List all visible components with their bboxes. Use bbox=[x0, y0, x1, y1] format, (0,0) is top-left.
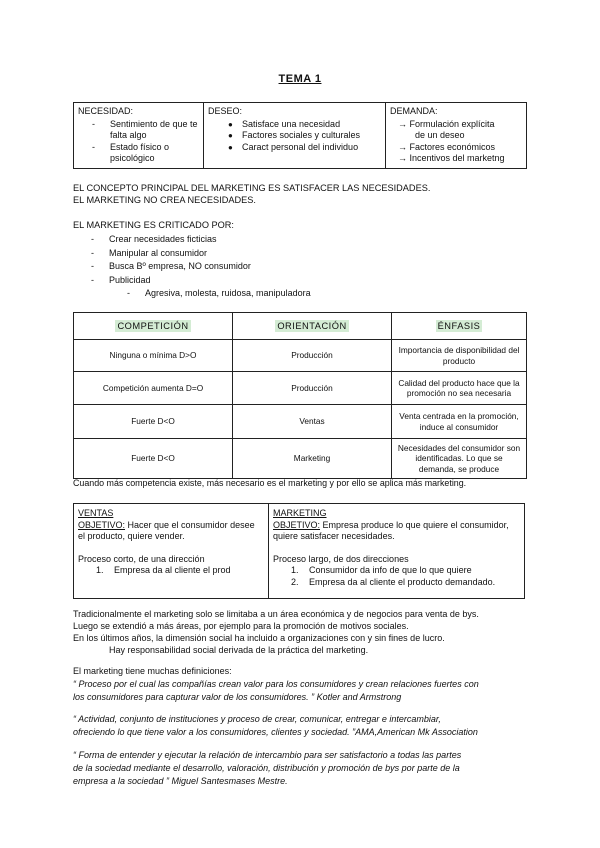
table-cell: Producción bbox=[233, 340, 392, 372]
column-header: COMPETICIÓN bbox=[74, 313, 233, 340]
criticism-item: Crear necesidades ficticias bbox=[109, 234, 217, 244]
criticism-dash: - bbox=[91, 234, 94, 244]
concept-line-2: EL MARKETING NO CREA NECESIDADES. bbox=[73, 195, 256, 205]
deseo-item: ● Satisface una necesidad bbox=[228, 118, 341, 129]
table-cell: Ventas bbox=[233, 405, 392, 439]
paragraph-line-1: Tradicionalmente el marketing solo se limitaba a un área económica y de negocios para venta de bys. bbox=[73, 609, 479, 619]
table-row bbox=[74, 405, 527, 439]
definitions-heading: El marketing tiene muchas definiciones: bbox=[73, 666, 232, 676]
criticism-heading: EL MARKETING ES CRITICADO POR: bbox=[73, 220, 234, 230]
ventas-cell bbox=[74, 504, 269, 599]
criticism-dash: - bbox=[91, 275, 94, 285]
table-cell: Producción bbox=[233, 372, 392, 405]
demanda-item: → Incentivos del marketng bbox=[398, 153, 505, 163]
column-header: ÉNFASIS bbox=[392, 313, 527, 340]
ventas-marketing-table bbox=[73, 503, 525, 599]
necesidad-item: - Estado físico o psicológico bbox=[92, 141, 170, 163]
necesidad-cell bbox=[74, 103, 204, 169]
table-cell: Marketing bbox=[233, 439, 392, 479]
demanda-label: DEMANDA: bbox=[390, 106, 438, 116]
marketing-proceso: Proceso largo, de dos direcciones bbox=[273, 553, 409, 564]
ventas-step: 1. Empresa da al cliente el prod bbox=[96, 565, 231, 575]
marketing-objetivo: OBJETIVO: Empresa produce lo que quiere el consumidor, quiere satisfacer necesidades. bbox=[273, 519, 509, 541]
table-cell: Importancia de disponibilidad del producto bbox=[392, 340, 527, 372]
table-row bbox=[74, 372, 527, 405]
necesidad-label: NECESIDAD: bbox=[78, 106, 134, 116]
definition-santesmases: “ Forma de entender y ejecutar la relación de intercambio para ser satisfactorio a todas las partes de la sociedad mediante el desarrollo, valoración, distribución y promoción de bys por parte de la empresa a la sociedad ” Miguel Santesmases Mestre. bbox=[73, 750, 462, 786]
criticism-subitem: Agresiva, molesta, ruidosa, manipuladora bbox=[145, 288, 311, 298]
table-row bbox=[74, 340, 527, 372]
ventas-objetivo: OBJETIVO: Hacer que el consumidor desee el producto, quiere vender. bbox=[78, 519, 255, 541]
marketing-step: 1. Consumidor da info de que lo que quiere bbox=[291, 565, 472, 575]
table-cell: Calidad del producto hace que la promoción no sea necesaria bbox=[392, 372, 527, 405]
definition-kotler: “ Proceso por el cual las compañías crean valor para los consumidores y crean relaciones fuertes con los consumidores para capturar valor de los consumidores. ” Kotler and Armstrong bbox=[73, 679, 479, 702]
marketing-cell bbox=[269, 504, 525, 599]
concept-line-1: EL CONCEPTO PRINCIPAL DEL MARKETING ES SATISFACER LAS NECESIDADES. bbox=[73, 183, 431, 193]
marketing-step: 2. Empresa da al cliente el producto demandado. bbox=[291, 576, 496, 587]
table-cell: Fuerte D<O bbox=[74, 439, 233, 479]
table-cell: Ninguna o mínima D>O bbox=[74, 340, 233, 372]
paragraph-line-4: Hay responsabilidad social derivada de la práctica del marketing. bbox=[109, 645, 369, 655]
competition-table bbox=[73, 312, 527, 479]
demanda-item: → Formulación explícita bbox=[398, 118, 495, 129]
ventas-proceso: Proceso corto, de una dirección bbox=[78, 553, 205, 564]
definition-ama: “ Actividad, conjunto de instituciones y proceso de crear, comunicar, entregar e intercambiar, ofreciendo lo que tiene valor a los consumidores, clientes y sociedad. ”AMA,American Mk Association bbox=[73, 714, 478, 737]
deseo-label: DESEO: bbox=[208, 106, 243, 116]
table-cell: Fuerte D<O bbox=[74, 405, 233, 439]
necesidad-item: - Sentimiento de que te falta algo bbox=[92, 118, 198, 140]
table-cell: Necesidades del consumidor son identificadas. Lo que se demanda, se produce bbox=[392, 439, 527, 479]
criticism-dash: - bbox=[91, 248, 94, 258]
demanda-item: de un deseo bbox=[415, 130, 465, 140]
page-title: TEMA 1 bbox=[278, 73, 322, 85]
deseo-cell bbox=[204, 103, 386, 169]
table-cell: Venta centrada en la promoción, induce al consumidor bbox=[392, 405, 527, 439]
paragraph-line-3: En los últimos años, la dimensión social ha incluido a organizaciones con y sin fines de lucro. bbox=[73, 633, 445, 643]
table-cell: Competición aumenta D=O bbox=[74, 372, 233, 405]
needs-desire-demand-table bbox=[73, 102, 527, 169]
table-row bbox=[74, 439, 527, 479]
paragraph-line-2: Luego se extendió a más áreas, por ejemplo para la promoción de motivos sociales. bbox=[73, 621, 409, 631]
marketing-title: MARKETING bbox=[273, 508, 327, 518]
criticism-dash: - bbox=[91, 261, 94, 271]
deseo-item: ● Factores sociales y culturales bbox=[228, 130, 361, 140]
demanda-cell bbox=[386, 103, 527, 169]
demanda-item: → Factores económicos bbox=[398, 141, 496, 152]
column-header: ORIENTACIÓN bbox=[233, 313, 392, 340]
criticism-item: Publicidad bbox=[109, 275, 151, 285]
criticism-item: Manipular al consumidor bbox=[109, 248, 208, 258]
table-footnote: Cuando más competencia existe, más necesario es el marketing y por ello se aplica más marketing. bbox=[73, 478, 467, 488]
criticism-dash: - bbox=[127, 288, 130, 298]
deseo-item: ● Caract personal del individuo bbox=[228, 141, 359, 152]
criticism-item: Busca Bº empresa, NO consumidor bbox=[109, 261, 251, 271]
ventas-title: VENTAS bbox=[78, 508, 114, 518]
